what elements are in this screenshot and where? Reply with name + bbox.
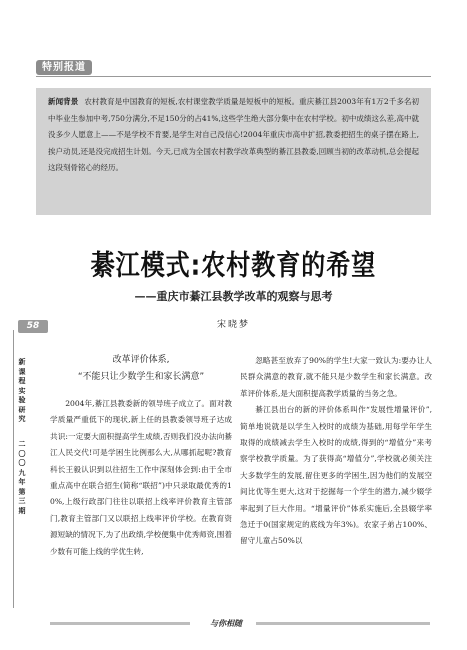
article-author: 宋晓梦 xyxy=(216,320,250,330)
body-paragraph: 綦江县出台的新的评价体系叫作“发展性增量评价”,简单地说就是以学生入校时的成绩为基础,用每学年学生取得的成绩减去学生入校时的成绩,得到的“增值分”来考察学校教学质量。为了获得高“增值分”,学校就必须关注大多数学生的发展,留住更多的学困生,因为他们的发展空间比优等生更大,这对于挖掘每一个学生的潜力,减少辍学率起到了巨大作用。“增量评价”体系实施后,全县辍学率急迁于0(国家规定的底线为年3%)。农家子弟占100%、留守儿童占50%以 xyxy=(240,405,432,546)
page-number: 58 xyxy=(18,320,48,333)
footer-bar-left xyxy=(50,622,190,625)
journal-issue: 二〇〇九年第三期 xyxy=(18,440,26,515)
body-column-left xyxy=(50,396,232,612)
top-divider xyxy=(36,76,431,77)
section-heading-line1: 改革评价体系, xyxy=(112,355,170,365)
news-background-box xyxy=(36,88,431,215)
side-divider xyxy=(13,330,14,608)
news-background-text: 农村教育是中国教育的短板,农村课堂教学质量是短板中的短板。重庆綦江县2003年有1万2千多名初中毕业生参加中考,750分满分,不足150分的占41%,这些学生绝大部分集中在农村学校。初中成绩这么差,高中就没多少人愿意上——不是学校不肯要,是学生对自己没信心!2004年重庆市高中扩招,教委把招生的桌子摆在路上,挨户动员,还是没完成招生计划。今天,已成为全国农村教学改革典型的綦江县教委,回顾当初的改革动机,总会提起这段刻骨铭心的经历。 xyxy=(48,97,420,173)
footer-brand: 与你相随 xyxy=(196,617,256,630)
article-headline: 綦江模式:农村教育的希望 xyxy=(90,249,377,282)
article-subtitle: ——重庆市綦江县教学改革的观察与思考 xyxy=(134,290,333,303)
body-paragraph: 忽略甚至放弃了90%的学生!大家一致认为:要办让人民群众满意的教育,就不能只是少数学生和家长满意。改革评价体系,是大面积提高教学质量的当务之急。 xyxy=(240,356,432,398)
journal-name: 新课程实验研究 xyxy=(18,358,26,423)
body-column-right xyxy=(240,353,432,613)
footer-bar-right xyxy=(256,622,430,625)
section-heading-line2: “不能只让少数学生和家长满意” xyxy=(77,372,205,382)
news-background-label: 新闻背景 xyxy=(48,97,79,106)
body-paragraph: 2004年,綦江县教委新的领导班子成立了。面对教学质量严重低下的现状,新上任的县教委领导班子达成共识:一定要大面积提高学生成绩,否则我们没办法向綦江人民交代!可是学困生比例那么大,从哪抓起呢?教育科长王毅认识到以往招生工作中深刻体会到:由于全市重点高中在联合招生(简称“联招”)中只录取最优秀的10%,上级行政部门往往以联招上线率评价教育主管部门,教育主管部门又以联招上线率评价学校。在教育资源短缺的情况下,为了出政绩,学校便集中优秀师资,围着少数有可能上线的学优生转, xyxy=(50,399,232,556)
special-report-tag: 特别报道 xyxy=(36,60,92,75)
